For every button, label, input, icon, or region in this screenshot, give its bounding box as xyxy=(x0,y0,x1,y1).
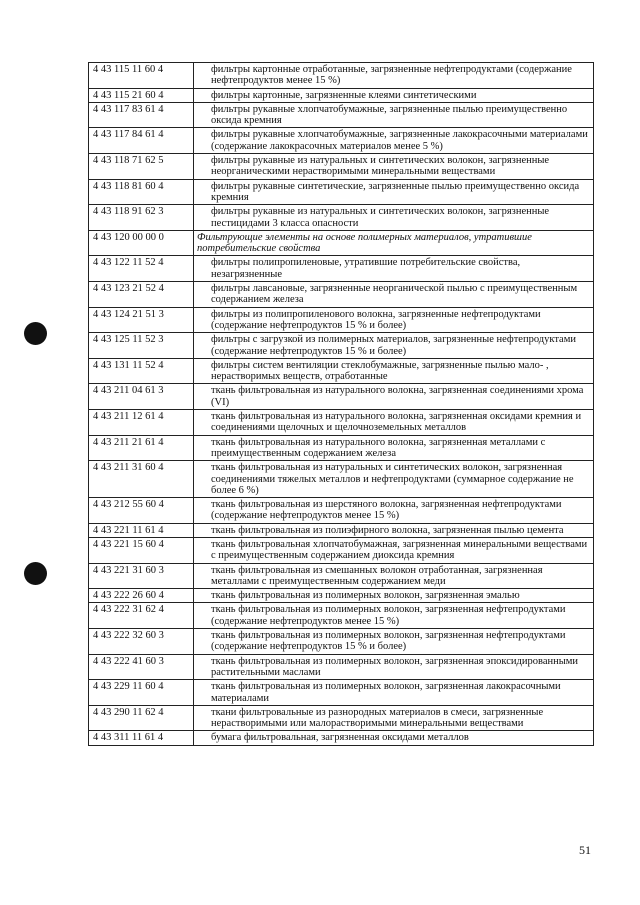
waste-code-cell: 4 43 211 21 61 4 xyxy=(89,435,194,461)
waste-code-cell: 4 43 221 11 61 4 xyxy=(89,523,194,537)
waste-code-cell: 4 43 211 04 61 3 xyxy=(89,384,194,410)
binder-hole-upper xyxy=(24,322,47,345)
waste-description-cell: ткань фильтровальная из натурального волокна, загрязненная оксидами кремния и соединениями щелочных и щелочноземельных металлов xyxy=(194,410,594,436)
table-row xyxy=(89,461,594,498)
waste-code-cell: 4 43 290 11 62 4 xyxy=(89,705,194,731)
table-row xyxy=(89,384,594,410)
waste-code-cell: 4 43 117 84 61 4 xyxy=(89,128,194,154)
waste-description-cell: ткань фильтровальная из натурального волокна, загрязненная соединениями хрома (VI) xyxy=(194,384,594,410)
waste-description-cell: бумага фильтровальная, загрязненная оксидами металлов xyxy=(194,731,594,745)
waste-description-cell: фильтры рукавные синтетические, загрязненные пылью преимущественно оксида кремния xyxy=(194,179,594,205)
waste-description-cell: фильтры рукавные из натуральных и синтетических волокон, загрязненные пестицидами 3 класса опасности xyxy=(194,205,594,231)
waste-description-cell: фильтры картонные отработанные, загрязненные нефтепродуктами (содержание нефтепродуктов менее 15 %) xyxy=(194,63,594,89)
waste-code-cell: 4 43 120 00 00 0 xyxy=(89,230,194,256)
table-row xyxy=(89,629,594,655)
waste-code-cell: 4 43 311 11 61 4 xyxy=(89,731,194,745)
waste-code-cell: 4 43 118 91 62 3 xyxy=(89,205,194,231)
table-row xyxy=(89,282,594,308)
table-row xyxy=(89,307,594,333)
waste-code-cell: 4 43 117 83 61 4 xyxy=(89,102,194,128)
waste-description-cell: ткань фильтровальная из полиэфирного волокна, загрязненная пылью цемента xyxy=(194,523,594,537)
waste-code-cell: 4 43 125 11 52 3 xyxy=(89,333,194,359)
waste-code-cell: 4 43 211 12 61 4 xyxy=(89,410,194,436)
table-row xyxy=(89,63,594,89)
waste-code-cell: 4 43 212 55 60 4 xyxy=(89,498,194,524)
waste-description-cell: ткань фильтровальная из смешанных волокон отработанная, загрязненная металлами с преимущественным содержанием меди xyxy=(194,563,594,589)
waste-code-cell: 4 43 124 21 51 3 xyxy=(89,307,194,333)
table-row xyxy=(89,410,594,436)
table-row xyxy=(89,523,594,537)
waste-code-cell: 4 43 222 31 62 4 xyxy=(89,603,194,629)
waste-code-cell: 4 43 118 71 62 5 xyxy=(89,154,194,180)
table-row xyxy=(89,205,594,231)
waste-code-cell: 4 43 222 26 60 4 xyxy=(89,589,194,603)
table-row xyxy=(89,537,594,563)
waste-description-cell: фильтры систем вентиляции стеклобумажные, загрязненные пылью мало- , нерастворимых веществ, отработанные xyxy=(194,358,594,384)
waste-code-cell: 4 43 229 11 60 4 xyxy=(89,680,194,706)
table-group-row xyxy=(89,230,594,256)
table-row xyxy=(89,333,594,359)
waste-description-cell: ткань фильтровальная из полимерных волокон, загрязненная эмалью xyxy=(194,589,594,603)
waste-description-cell: ткань фильтровальная из полимерных волокон, загрязненная эпоксидированными растительными маслами xyxy=(194,654,594,680)
waste-description-cell: фильтры полипропиленовые, утратившие потребительские свойства, незагрязненные xyxy=(194,256,594,282)
waste-description-cell: ткань фильтровальная из шерстяного волокна, загрязненная нефтепродуктами (содержание нефтепродуктов менее 15 %) xyxy=(194,498,594,524)
table-row xyxy=(89,88,594,102)
waste-description-cell: ткань фильтровальная из полимерных волокон, загрязненная нефтепродуктами (содержание нефтепродуктов 15 % и более) xyxy=(194,629,594,655)
waste-description-cell: ткань фильтровальная из полимерных волокон, загрязненная нефтепродуктами (содержание нефтепродуктов менее 15 %) xyxy=(194,603,594,629)
waste-description-cell: ткань фильтровальная из полимерных волокон, загрязненная лакокрасочными материалами xyxy=(194,680,594,706)
table-row xyxy=(89,179,594,205)
table-row xyxy=(89,654,594,680)
waste-code-cell: 4 43 211 31 60 4 xyxy=(89,461,194,498)
waste-description-cell: фильтры рукавные из натуральных и синтетических волокон, загрязненные неорганическими нерастворимыми минеральными веществами xyxy=(194,154,594,180)
waste-code-cell: 4 43 123 21 52 4 xyxy=(89,282,194,308)
waste-description-cell: ткани фильтровальные из разнородных материалов в смеси, загрязненные нерастворимыми или малорастворимыми минеральными веществами xyxy=(194,705,594,731)
waste-description-cell: фильтры картонные, загрязненные клеями синтетическими xyxy=(194,88,594,102)
table-row xyxy=(89,128,594,154)
table-row xyxy=(89,256,594,282)
table-row xyxy=(89,603,594,629)
table-row xyxy=(89,731,594,745)
waste-code-cell: 4 43 222 32 60 3 xyxy=(89,629,194,655)
waste-description-cell: фильтры из полипропиленового волокна, загрязненные нефтепродуктами (содержание нефтепродуктов 15 % и более) xyxy=(194,307,594,333)
waste-description-cell: ткань фильтровальная из натурального волокна, загрязненная металлами с преимущественным содержанием железа xyxy=(194,435,594,461)
waste-description-cell: фильтры с загрузкой из полимерных материалов, загрязненные нефтепродуктами (содержание нефтепродуктов 15 % и более) xyxy=(194,333,594,359)
waste-description-cell: ткань фильтровальная из натуральных и синтетических волокон, загрязненная соединениями тяжелых металлов и нефтепродуктами (суммарное содержание не более 6 %) xyxy=(194,461,594,498)
waste-description-cell: фильтры рукавные хлопчатобумажные, загрязненные пылью преимущественно оксида кремния xyxy=(194,102,594,128)
waste-code-cell: 4 43 122 11 52 4 xyxy=(89,256,194,282)
waste-code-cell: 4 43 115 11 60 4 xyxy=(89,63,194,89)
binder-hole-lower xyxy=(24,562,47,585)
waste-code-cell: 4 43 115 21 60 4 xyxy=(89,88,194,102)
table-row xyxy=(89,705,594,731)
waste-description-cell: фильтры лавсановые, загрязненные неорганической пылью с преимущественным содержанием железа xyxy=(194,282,594,308)
waste-code-cell: 4 43 118 81 60 4 xyxy=(89,179,194,205)
table-row xyxy=(89,358,594,384)
table-row xyxy=(89,498,594,524)
waste-code-cell: 4 43 222 41 60 3 xyxy=(89,654,194,680)
waste-code-cell: 4 43 221 15 60 4 xyxy=(89,537,194,563)
table-row xyxy=(89,589,594,603)
group-title-cell: Фильтрующие элементы на основе полимерных материалов, утратившие потребительские свойства xyxy=(194,230,594,256)
waste-description-cell: ткань фильтровальная хлопчатобумажная, загрязненная минеральными веществами с преимущественным содержанием диоксида кремния xyxy=(194,537,594,563)
waste-classification-table xyxy=(88,62,593,746)
waste-code-cell: 4 43 221 31 60 3 xyxy=(89,563,194,589)
page-number: 51 xyxy=(579,843,591,857)
waste-description-cell: фильтры рукавные хлопчатобумажные, загрязненные лакокрасочными материалами (содержание лакокрасочных материалов менее 5 %) xyxy=(194,128,594,154)
table-row xyxy=(89,435,594,461)
table-row xyxy=(89,680,594,706)
waste-code-cell: 4 43 131 11 52 4 xyxy=(89,358,194,384)
table-row xyxy=(89,154,594,180)
table-row xyxy=(89,563,594,589)
table-row xyxy=(89,102,594,128)
